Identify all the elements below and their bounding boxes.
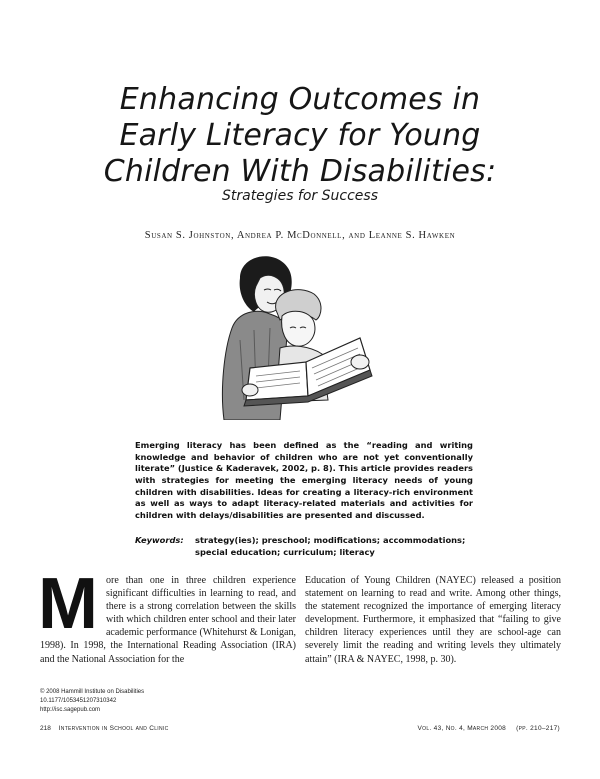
title-line: Early Literacy for Young [119, 118, 481, 154]
keywords-value: strategy(ies); preschool; modifications; accommodations; special education; curriculum; literacy [195, 535, 466, 557]
title-line: Enhancing Outcomes in [119, 82, 481, 118]
keywords-label: Keywords: [135, 535, 184, 545]
footer-left [40, 725, 169, 732]
copyright-notice: © 2008 Hammill Institute on Disabilities [40, 689, 145, 695]
page-range: (pp. 210–217) [516, 725, 560, 732]
title-line: Children With Disabilities: [103, 154, 497, 190]
drop-cap: M [38, 564, 98, 644]
mother-reading-to-child-illustration [210, 250, 395, 420]
footer-right [418, 725, 560, 732]
author-list: Susan S. Johnston, Andrea P. McDonnell, and Leanne S. Hawken [144, 230, 456, 241]
page-number: 218 [40, 725, 51, 732]
doi: 10.1177/1053451207310342 [40, 698, 117, 704]
body-column-right [305, 574, 561, 666]
body-column-left [38, 564, 296, 666]
article-subtitle: Strategies for Success [221, 188, 378, 204]
journal-name: Intervention in School and Clinic [58, 725, 169, 732]
body-text-left: ore than one in three children experience significant difficulties in learning to read, and there is a strong correlation between the skills with which children enter school and their later academic performance (Whitehurst & Lonigan, 1998). In 1998, the International Reading Association (IRA) and the National Association for the [40, 575, 296, 665]
article-title [40, 82, 560, 190]
volume-info: Vol. 43, No. 4, March 2008 [417, 725, 507, 732]
body-text-right: Education of Young Children (NAYEC) released a position statement on learning to read and write. Among other things, the statement recognized the importance of emerging literacy development. Furthermore, it emphasized that “failing to give children literacy experiences until they are school-age can severely limit the reading and writing levels they ultimately attain” (IRA & NAYEC, 1998, p. 30). [305, 575, 561, 665]
journal-url: http://isc.sagepub.com [40, 707, 101, 713]
abstract: Emerging literacy has been defined as the “reading and writing knowledge and behavior of children who are not yet conventionally literate” (Justice & Kaderavek, 2002, p. 8). This article provides readers with strategies for meeting the emerging literacy needs of young children with disabilities. Ideas for creating a literacy-rich environment as well as ways to adapt literacy-related materials and activities for children with delays/disabilities are presented and discussed. [135, 440, 473, 520]
copyright-block [40, 688, 300, 715]
